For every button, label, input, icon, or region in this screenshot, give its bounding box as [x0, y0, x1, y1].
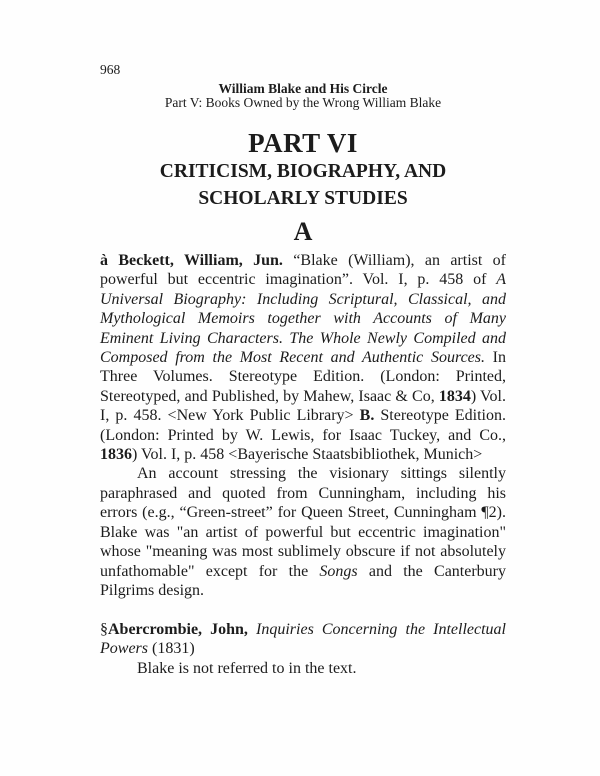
part-heading-sub-line2: SCHOLARLY STUDIES	[198, 188, 408, 209]
part-heading-sub-line1: CRITICISM, BIOGRAPHY, AND	[159, 161, 447, 182]
part-heading-main: PART VI	[248, 128, 358, 158]
part-heading	[100, 130, 506, 211]
entry-a-beckett: à Beckett, William, Jun. “Blake (William), an artist of powerful but eccentric imagination”. Vol. I, p. 458 of A Universal Biography: Including Scriptural, Classical, and Mythological Memoirs together with Accounts of Many Eminent Living Characters. The Whole Newly Compiled and Composed from the Most Recent and Authentic Sources. In Three Volumes. Stereotype Edition. (London: Printed, Stereotyped, and Published, by Mahew, Isaac & Co, 1834) Vol. I, p. 458. <New York Public Library> B. Stereotype Edition. (London: Printed by W. Lewis, for Isaac Tuckey, and Co., 1836) Vol. I, p. 458 <Bayerische Staatsbibliothek, Munich>	[100, 252, 507, 464]
entry-abercrombie: §Abercrombie, John, Inquiries Concerning the Intellectual Powers (1831)	[100, 620, 507, 658]
annotation-a-beckett: An account stressing the visionary sittings silently paraphrased and quoted from Cunningham, including his errors (e.g., “Green-street” for Queen Street, Cunningham ¶2). Blake was "an artist of powerful but eccentric imagination" whose "meaning was most sublimely obscure if not absolutely unfathomable" except for the Songs and the Canterbury Pilgrims design.	[100, 465, 507, 599]
section-letter: A	[293, 217, 313, 246]
running-head	[100, 82, 506, 110]
page-number: 968	[100, 62, 121, 77]
running-head-title: William Blake and His Circle	[218, 81, 388, 96]
body-text	[100, 251, 506, 678]
annotation-abercrombie: Blake is not referred to in the text.	[137, 659, 357, 677]
running-head-subtitle: Part V: Books Owned by the Wrong William Blake	[164, 95, 442, 110]
